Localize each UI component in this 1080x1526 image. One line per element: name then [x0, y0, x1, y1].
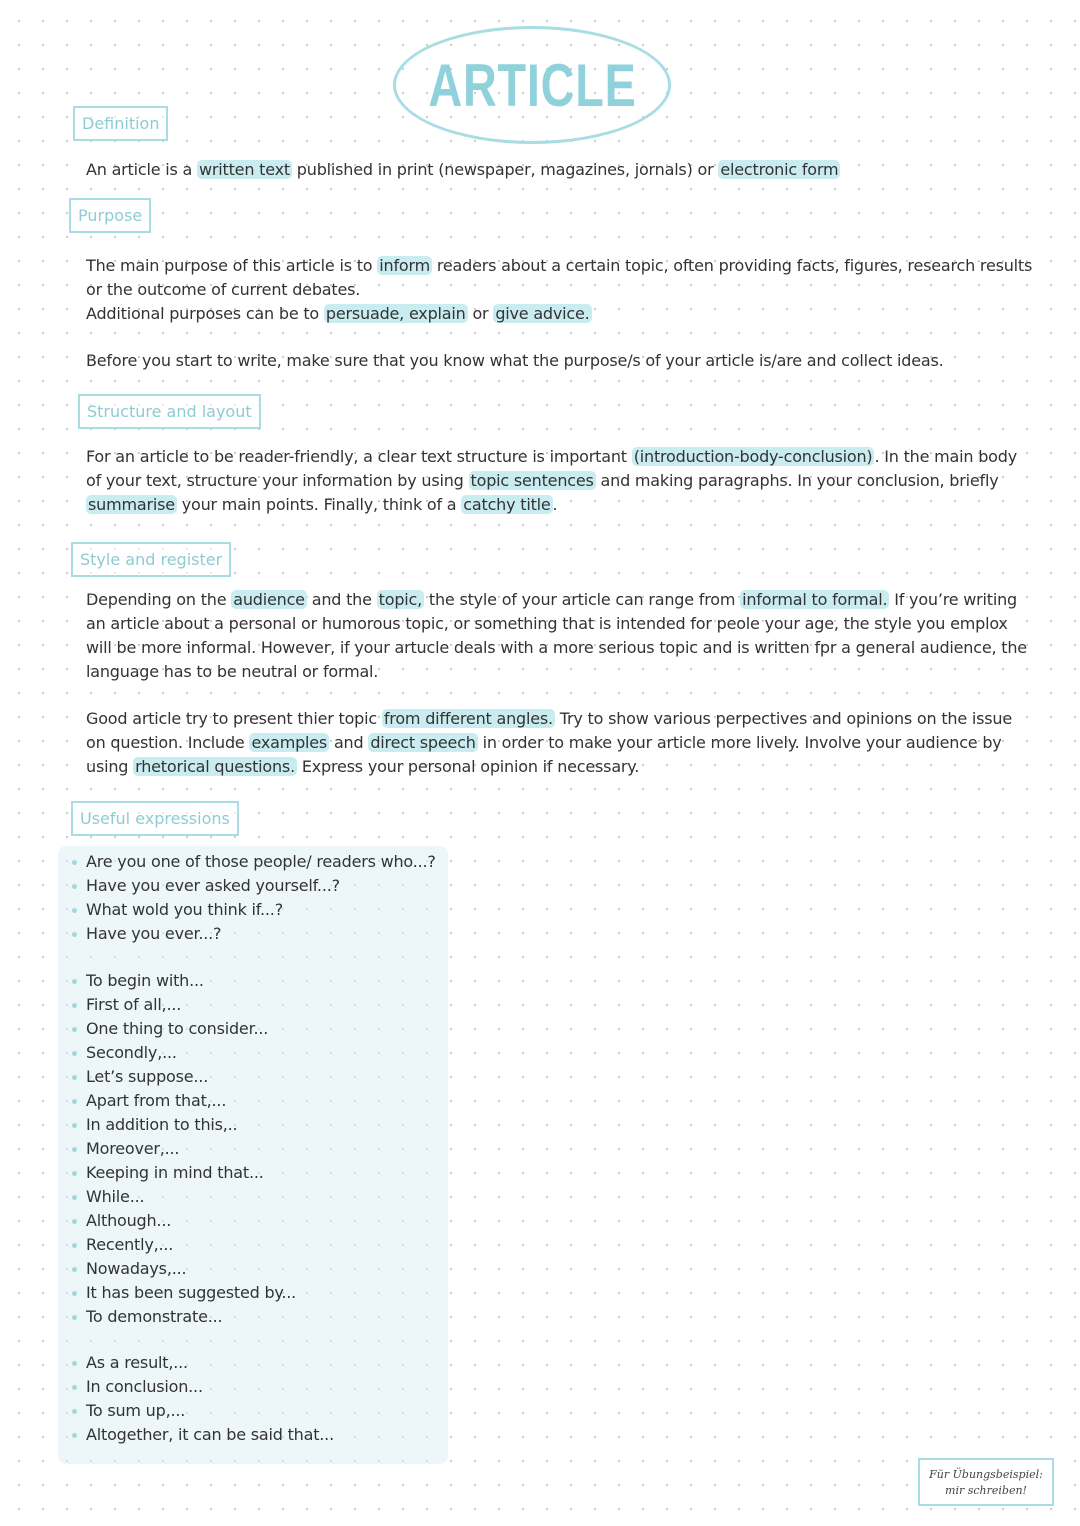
highlight: persuade, explain — [325, 304, 466, 323]
list-item: To sum up,... — [72, 1399, 334, 1423]
list-item: In conclusion... — [72, 1375, 334, 1399]
highlight: catchy title — [463, 495, 551, 514]
text-run: . In the main body of your text, structure your information by using — [86, 447, 1017, 490]
list-item: Recently,... — [72, 1233, 296, 1257]
highlight: topic, — [378, 590, 423, 609]
list-item: As a result,... — [72, 1351, 334, 1375]
highlight: summarise — [88, 495, 175, 514]
list-item: Moreover,... — [72, 1137, 296, 1161]
text-run: If you’re writing an article about a personal or humorous topic, or something that is intended for peole your age, the style you emplox will be more informal. However, if your artucle deals with a more serious topic and is written fpr a general audience, the language has to be neutral or formal. — [86, 590, 1027, 681]
highlight: electronic form — [720, 160, 839, 179]
structure-label: Structure and layout — [78, 394, 261, 429]
handwritten-note — [918, 1458, 1054, 1506]
page-title: ARTICLE — [427, 51, 637, 119]
style-label: Style and register — [71, 542, 231, 577]
list-item: Although... — [72, 1209, 296, 1233]
highlight: informal to formal. — [742, 590, 888, 609]
list-item: Are you one of those people/ readers who...? — [72, 850, 436, 874]
list-item: Keeping in mind that... — [72, 1161, 296, 1185]
list-item: Secondly,... — [72, 1041, 296, 1065]
highlight: rhetorical questions. — [135, 757, 295, 776]
highlight: from different angles. — [383, 709, 553, 728]
definition-text — [86, 158, 1036, 182]
list-item: Have you ever...? — [72, 922, 436, 946]
text-run: readers about a certain topic, often providing facts, figures, research results or the outcome of current debates. — [86, 256, 1033, 299]
text-run: For an article to be reader-friendly, a clear text structure is important — [86, 447, 632, 466]
list-item: It has been suggested by... — [72, 1281, 296, 1305]
list-item: To begin with... — [72, 969, 296, 993]
expressions-group-openers — [72, 850, 436, 946]
expressions-group-body — [72, 969, 296, 1329]
list-item: Let’s suppose... — [72, 1065, 296, 1089]
list-item: To demonstrate... — [72, 1305, 296, 1329]
highlight: direct speech — [370, 733, 476, 752]
text-run: and making paragraphs. In your conclusion, briefly — [595, 471, 999, 490]
text-run: your main points. Finally, think of a — [176, 495, 462, 514]
text-run: Try to show various perpectives and opinions on the issue on question. Include — [86, 709, 1012, 752]
list-item: In addition to this,.. — [72, 1113, 296, 1137]
text-run: the style of your article can range from — [424, 590, 741, 609]
highlight: (introduction-body-conclusion) — [633, 447, 873, 466]
text-run: Depending on the — [86, 590, 232, 609]
list-item: Apart from that,... — [72, 1089, 296, 1113]
text-run: Additional purposes can be to — [86, 304, 324, 323]
list-item: What wold you think if...? — [72, 898, 436, 922]
expressions-group-conclusion — [72, 1351, 334, 1447]
purpose-paragraph-1 — [86, 254, 1036, 302]
text-run: published in print (newspaper, magazines, jornals) or — [291, 160, 719, 179]
highlight: audience — [233, 590, 305, 609]
highlight: written text — [199, 160, 290, 179]
highlight: inform — [379, 256, 430, 275]
purpose-paragraph-3: Before you start to write, make sure that you know what the purpose/s of your article is/are and collect ideas. — [86, 351, 944, 370]
list-item: One thing to consider... — [72, 1017, 296, 1041]
text-run: or — [467, 304, 494, 323]
list-item: Altogether, it can be said that... — [72, 1423, 334, 1447]
list-item: While... — [72, 1185, 296, 1209]
purpose-label: Purpose — [69, 198, 151, 233]
note-line-2: mir schreiben! — [945, 1484, 1027, 1497]
text-run: Good article try to present thier topic — [86, 709, 382, 728]
highlight: examples — [251, 733, 328, 752]
structure-paragraph — [86, 445, 1036, 517]
highlight: give advice. — [495, 304, 590, 323]
highlight: topic sentences — [470, 471, 594, 490]
style-paragraph-1 — [86, 588, 1036, 684]
note-line-1: Für Übungsbeispiel: — [929, 1468, 1043, 1481]
purpose-paragraph-2 — [86, 302, 1036, 326]
expressions-label: Useful expressions — [71, 801, 239, 836]
text-run: . — [552, 495, 558, 514]
list-item: Have you ever asked yourself...? — [72, 874, 436, 898]
text-run: The main purpose of this article is to — [86, 256, 378, 275]
text-run: Express your personal opinion if necessary. — [296, 757, 640, 776]
text-run: in order to make your article more lively. Involve your audience by using — [86, 733, 1002, 776]
text-run: and the — [306, 590, 377, 609]
list-item: First of all,... — [72, 993, 296, 1017]
text-run: and — [329, 733, 369, 752]
text-run: An article is a — [86, 160, 198, 179]
definition-label: Definition — [73, 106, 168, 141]
style-paragraph-2 — [86, 707, 1036, 779]
title-oval — [393, 26, 671, 144]
list-item: Nowadays,... — [72, 1257, 296, 1281]
